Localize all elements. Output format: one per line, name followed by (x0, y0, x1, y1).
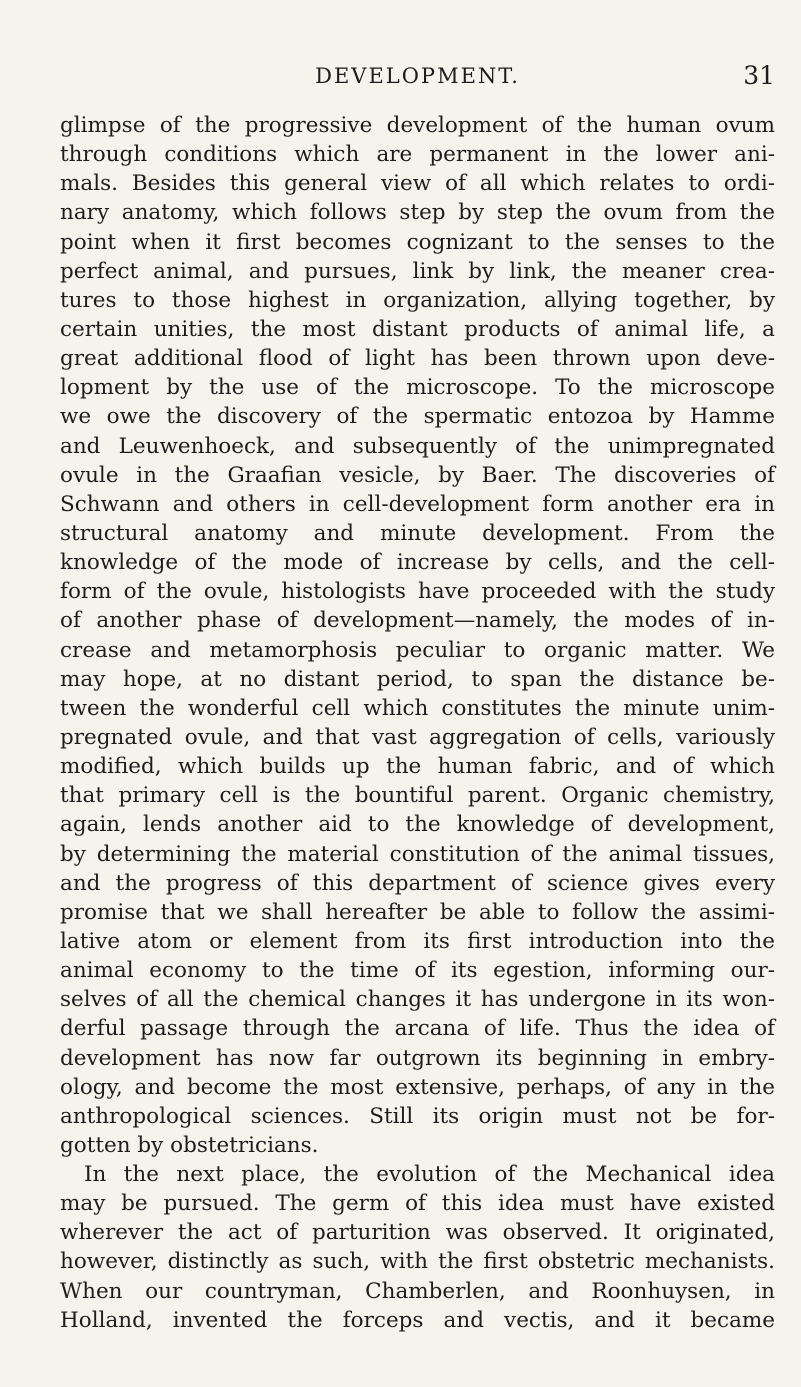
text-line: perfect animal, and pursues, link by link, the meaner crea- (60, 258, 775, 284)
text-line: anthropological sciences. Still its origin must not be for- (60, 1103, 775, 1129)
text-line: glimpse of the progressive development of the human ovum (60, 113, 775, 138)
text-line: Holland, invented the forceps and vectis, and it became (60, 1307, 775, 1333)
body-text (60, 111, 775, 1335)
text-line: crease and metamorphosis peculiar to organic matter. We (60, 637, 775, 663)
text-line: knowledge of the mode of increase by cells, and the cell- (60, 550, 775, 576)
text-line: great additional flood of light has been thrown upon deve- (60, 346, 775, 372)
text-line: modified, which builds up the human fabric, and of which (60, 754, 775, 780)
text-line: animal economy to the time of its egestion, informing our- (60, 958, 775, 984)
text-line: ology, and become the most extensive, perhaps, of any in the (60, 1074, 775, 1100)
text-line: of another phase of development—namely, the modes of in- (60, 608, 775, 634)
text-line: Schwann and others in cell-development form another era in (60, 491, 775, 517)
text-line: development has now far outgrown its beginning in embry- (60, 1045, 775, 1071)
text-line: mals. Besides this general view of all which relates to ordi- (60, 171, 775, 197)
text-line: promise that we shall hereafter be able to follow the assimi- (60, 899, 775, 925)
text-line: pregnated ovule, and that vast aggregation of cells, variously (60, 724, 775, 750)
text-line: again, lends another aid to the knowledge of development, (60, 812, 775, 838)
text-line: certain unities, the most distant products of animal life, a (60, 316, 775, 342)
text-line: may hope, at no distant period, to span the distance be- (60, 666, 775, 692)
paragraph-start-line: In the next place, the evolution of the Mechanical idea (84, 1162, 775, 1188)
text-line: When our countryman, Chamberlen, and Roonhuysen, in (60, 1278, 775, 1304)
text-line: point when it first becomes cognizant to the senses to the (60, 229, 775, 255)
text-line: lative atom or element from its first introduction into the (60, 928, 775, 954)
paragraph-end-line: gotten by obstetricians. (60, 1132, 319, 1158)
text-line: and Leuwenhoeck, and subsequently of the unimpregnated (60, 433, 775, 459)
text-line: however, distinctly as such, with the first obstetric mechanists. (60, 1249, 775, 1275)
page-number: 31 (743, 61, 775, 90)
text-line: wherever the act of parturition was observed. It originated, (60, 1220, 775, 1246)
text-line: structural anatomy and minute development. From the (60, 520, 775, 546)
text-line: tures to those highest in organization, allying together, by (60, 287, 775, 313)
text-line: lopment by the use of the microscope. To the microscope (60, 375, 775, 401)
text-line: form of the ovule, histologists have proceeded with the study (60, 579, 775, 605)
text-line: we owe the discovery of the spermatic entozoa by Hamme (60, 404, 775, 430)
text-line: derful passage through the arcana of life. Thus the idea of (60, 1016, 775, 1042)
text-line: ovule in the Graafian vesicle, by Baer. The discoveries of (60, 462, 775, 488)
text-line: nary anatomy, which follows step by step the ovum from the (60, 200, 775, 226)
text-line: may be pursued. The germ of this idea must have existed (60, 1191, 775, 1217)
text-line: through conditions which are permanent in the lower ani- (60, 142, 775, 168)
text-line: selves of all the chemical changes it has undergone in its won- (60, 987, 775, 1013)
text-line: tween the wonderful cell which constitutes the minute unim- (60, 695, 775, 721)
text-line: by determining the material constitution of the animal tissues, (60, 841, 775, 867)
text-line: and the progress of this department of science gives every (60, 870, 775, 896)
running-head (60, 60, 775, 92)
text-line: that primary cell is the bountiful parent. Organic chemistry, (60, 783, 775, 809)
running-title: DEVELOPMENT. (315, 64, 520, 88)
